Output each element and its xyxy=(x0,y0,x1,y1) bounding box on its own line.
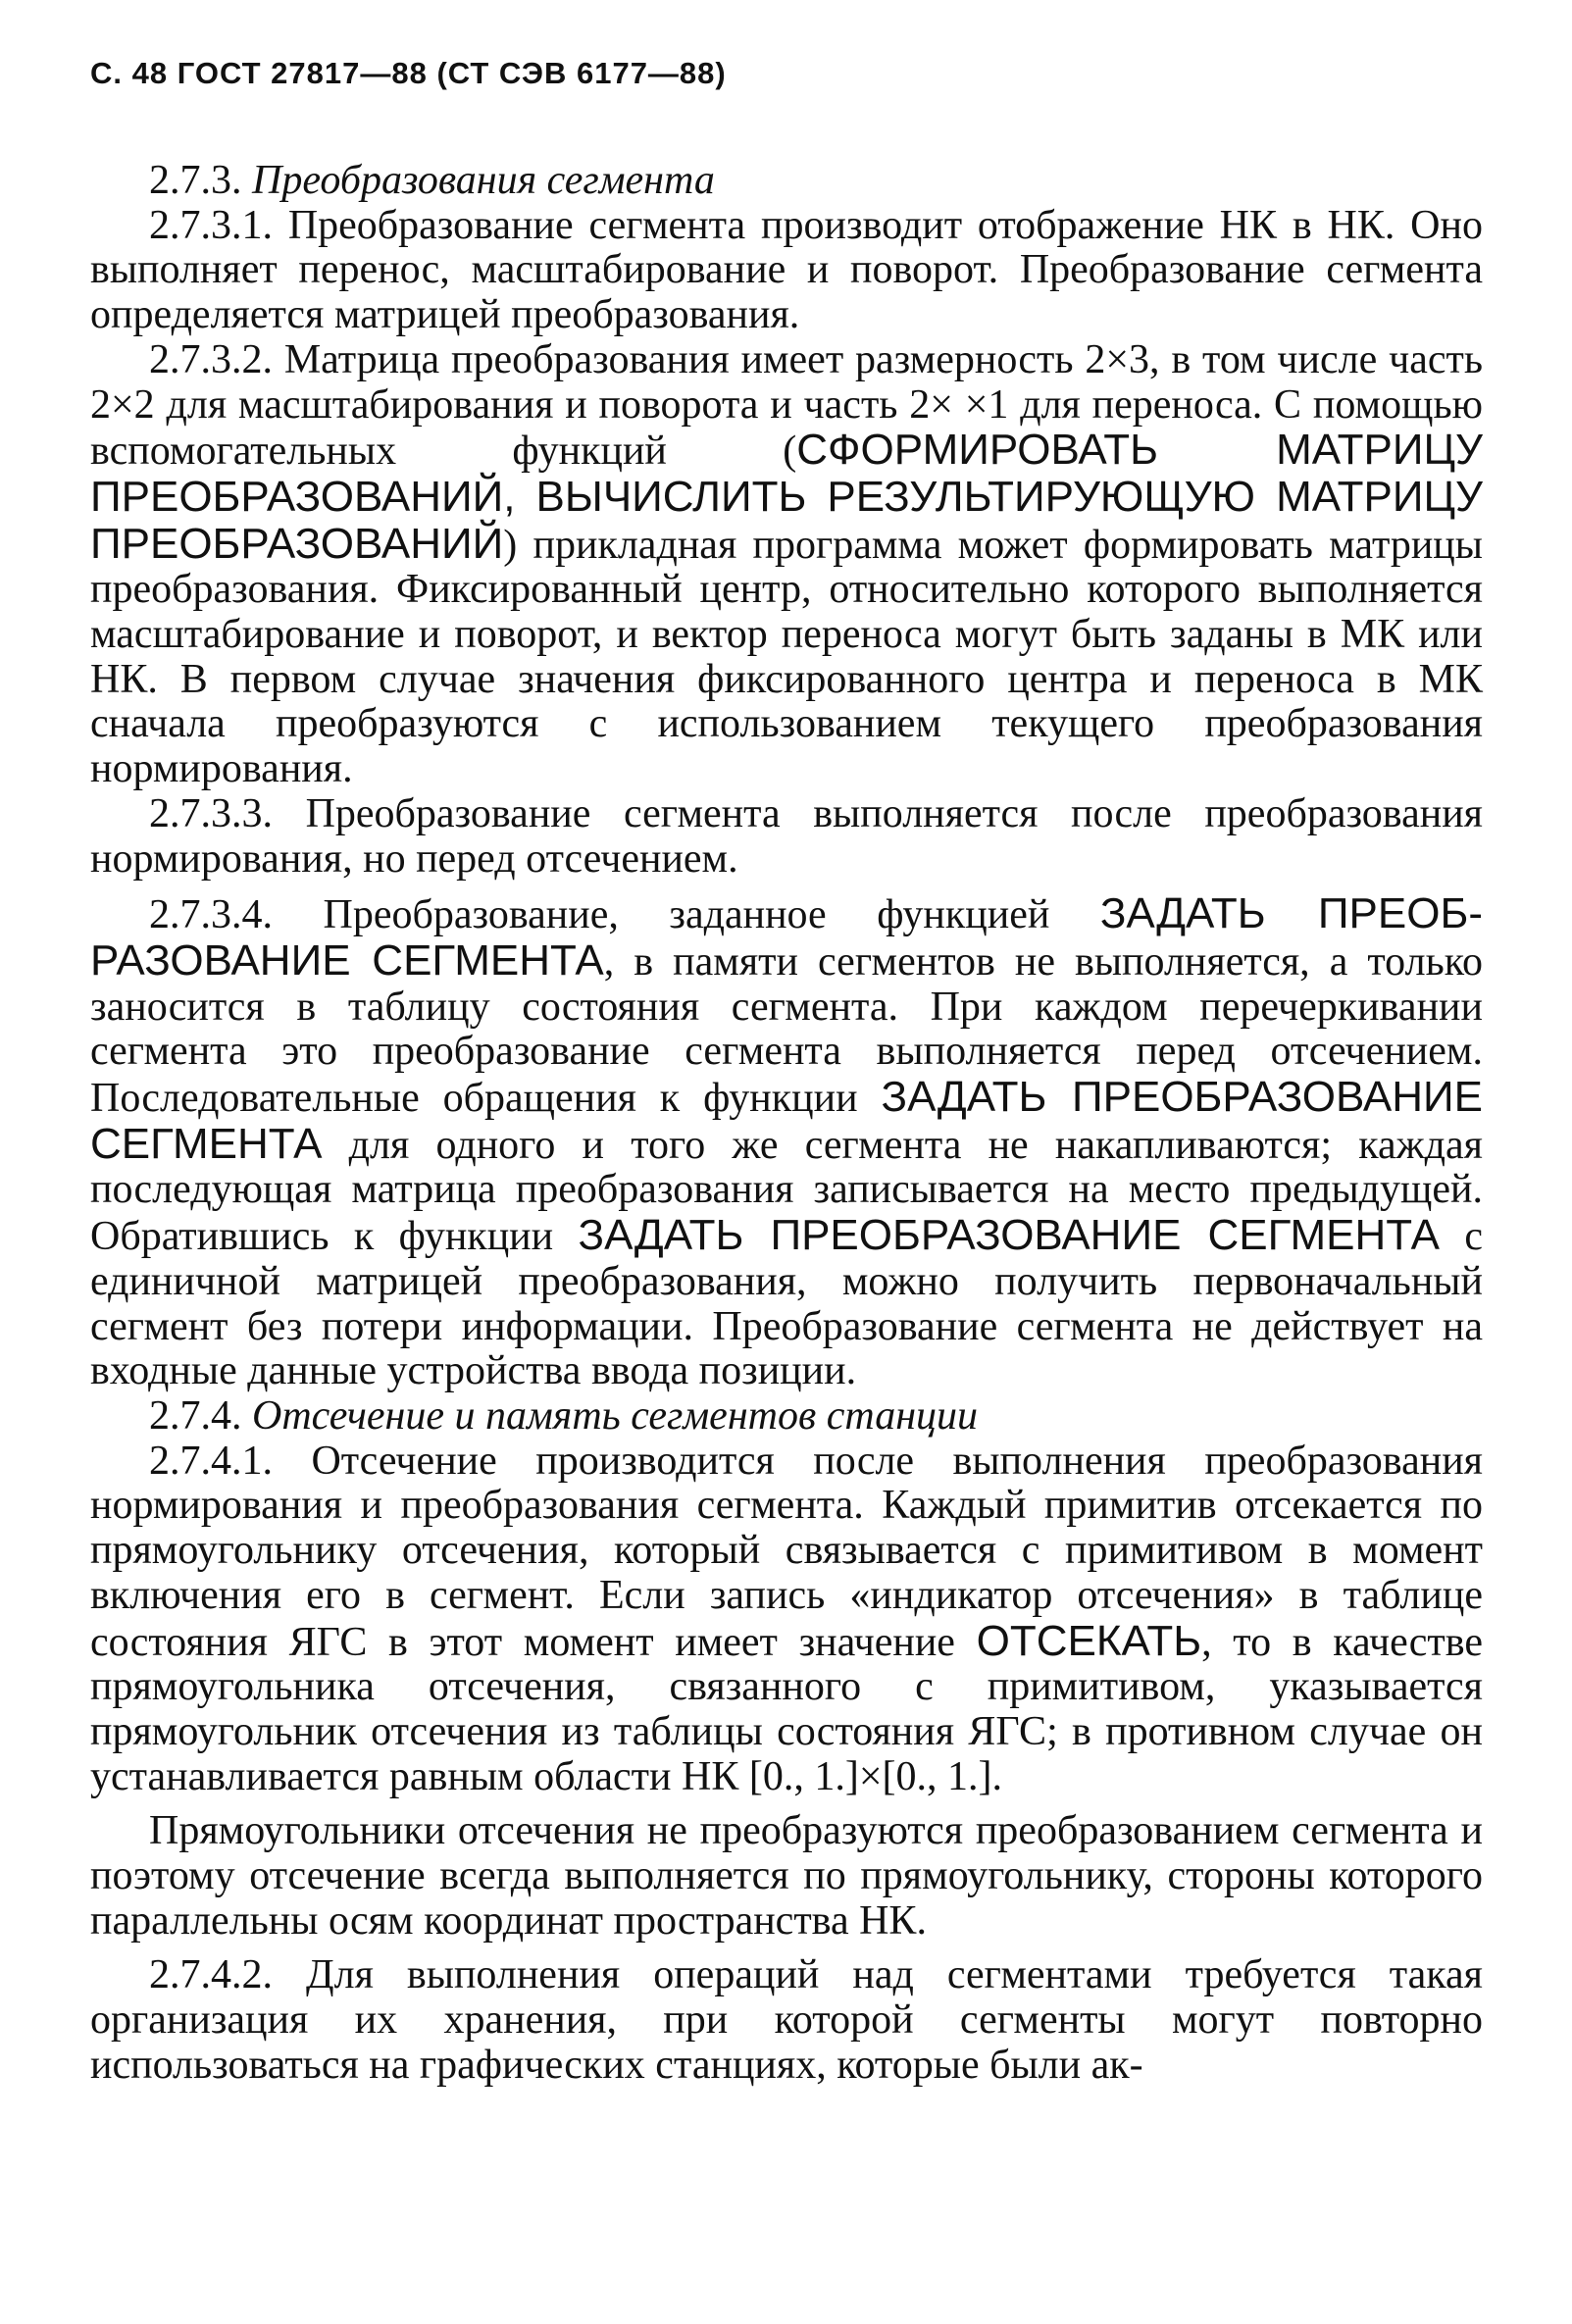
paragraph-2-7-3-4 xyxy=(90,891,1483,1394)
paragraph-2-7-4-2: 2.7.4.2. Для выполнения операций над сегментами требуется такая организация их хранения, при которой сегменты могут повторно использоваться на графических станциях, которые были ак- xyxy=(90,1952,1483,2088)
section-number: 2.7.3. xyxy=(149,158,242,203)
section-number: 2.7.4. xyxy=(149,1392,242,1439)
function-name-caps: СФОРМИРОВАТЬ МАТРИЦУ ПРЕОБРАЗОВАНИЙ, ВЫЧИСЛИТЬ РЕЗУЛЬТИРУЮЩУЮ МАТРИЦУ ПРЕОБРАЗОВАНИЙ xyxy=(90,426,1483,568)
body-text xyxy=(90,159,1483,2089)
section-title: Преобразования сегмента xyxy=(252,158,715,203)
paragraph-2-7-3-1: 2.7.3.1. Преобразование сегмента производит отображение НК в НК. Оно выполняет перенос, масштабирование и поворот. Преобразование сегмента определяется матрицей преобразования. xyxy=(90,202,1483,338)
function-name-caps: ЗАДАТЬ ПРЕОБРАЗОВАНИЕ СЕГМЕНТА xyxy=(90,889,1483,985)
paragraph-text: с единичной матрицей преобразования, можно получить первоначальный сегмент без потери информации. Преобразование сегмента не действует на входные данные устройства ввода позиции. xyxy=(90,1214,1483,1394)
paragraph-2-7-4-1 xyxy=(90,1440,1483,1800)
paragraph-text: 2.7.3.2. Матрица преобразования имеет размерность 2×3, в том числе часть 2×2 для масштабирования и поворота и часть 2× ×1 для переноса. С помощью вспомогательных функций ( xyxy=(90,336,1483,475)
function-name-caps: ЗАДАТЬ ПРЕОБРАЗОВАНИЕ СЕГМЕНТА xyxy=(90,1073,1483,1168)
paragraph-2-7-3-2 xyxy=(90,338,1483,792)
paragraph-text: 2.7.4.1. Отсечение производится после выполнения преобразования нормирования и преобразования сегмента. Каждый примитив отсекается по прямоугольнику отсечения, который связывается с примитивом в момент включения его в сегмент. Если запись «индикатор отсечения» в таблице состояния ЯГС в этот момент имеет значение xyxy=(90,1438,1483,1665)
document-page xyxy=(90,49,1483,2304)
paragraph-text: для одного и того же сегмента не накапливаются; каждая последующая матрица преобразования записывается на место предыдущей. Обратившись к функции xyxy=(90,1122,1483,1260)
section-title: Отсечение и память сегментов станции xyxy=(252,1392,979,1439)
paragraph-2-7-3-3: 2.7.3.3. Преобразование сегмента выполняется после преобразования нормирования, но перед отсечением. xyxy=(90,790,1483,882)
paragraph-text: , в памяти сегментов не выполняется, а только заносится в таблицу состояния сегмента. При каждом перечеркивании сегмента это преобразование сегмента выполняется перед отсечением. Последовательные обращения к функции xyxy=(90,938,1484,1122)
running-head: С. 48 ГОСТ 27817—88 (СТ СЭВ 6177—88) xyxy=(90,56,727,90)
section-heading-2-7-3 xyxy=(90,159,1483,204)
paragraph-text: , то в качестве прямоугольника отсечения, связанного с примитивом, указывается прямоугольник отсечения из таблицы состояния ЯГС; в противном случае он устанавливается равным области НК [0., 1.]×[0., 1.]. xyxy=(90,1619,1483,1799)
paragraph-text: 2.7.3.4. Преобразование, заданное функцией xyxy=(149,892,1100,938)
paragraph-2-7-4-1-continued: Прямоугольники отсечения не преобразуются преобразованием сегмента и поэтому отсечение всегда выполняется по прямоугольнику, стороны которого параллельны осям координат пространства НК. xyxy=(90,1808,1483,1944)
paragraph-text: ) прикладная программа может формировать матрицы преобразования. Фиксированный центр, относительно которого выполняется масштабирование и поворот, и вектор переноса могут быть заданы в МК или НК. В первом случае значения фиксированного центра и переноса в МК сначала преобразуются с использованием текущего преобразования нормирования. xyxy=(90,522,1483,792)
function-name-caps: ЗАДАТЬ ПРЕОБРАЗОВАНИЕ СЕГМЕНТА xyxy=(578,1211,1440,1260)
constant-name-caps: ОТСЕКАТЬ xyxy=(976,1616,1202,1665)
section-heading-2-7-4 xyxy=(90,1394,1483,1440)
